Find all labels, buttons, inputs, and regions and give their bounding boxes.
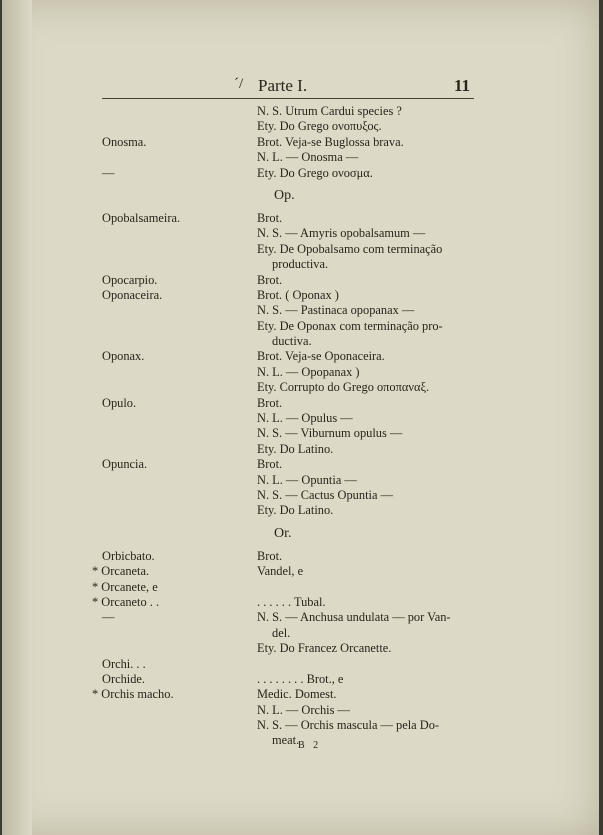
entry-term: Opobalsameira. — [102, 210, 181, 225]
entry-definition: N. L. — Opopanax ) — [257, 364, 360, 379]
entry-definition: Vandel, e — [257, 564, 304, 579]
entry-definition: del. — [272, 625, 291, 640]
entry-row — [2, 166, 599, 181]
entry-row — [2, 380, 599, 395]
entry-term: Opulo. — [102, 395, 137, 410]
entry-row — [2, 411, 599, 426]
entry-definition: Brot. Veja-se Oponaceira. — [257, 349, 385, 364]
entry-row — [2, 473, 599, 488]
section-heading — [2, 519, 599, 549]
entry-definition: Brot. ( Oponax ) — [257, 287, 339, 302]
entry-row — [2, 426, 599, 441]
entry-row — [2, 135, 599, 150]
entry-term: — — [102, 165, 115, 180]
entry-definition: N. S. — Anchusa undulata — por Van- — [257, 610, 451, 625]
entry-term: — — [102, 610, 115, 625]
entry-row — [2, 718, 599, 733]
entry-row — [2, 488, 599, 503]
entry-definition: N. L. — Opulus — — [257, 411, 353, 426]
entry-row — [2, 687, 599, 702]
dictionary-entries — [2, 104, 599, 749]
entry-row — [2, 442, 599, 457]
entry-term: * Orcaneta. — [92, 564, 150, 579]
entry-definition: Brot. — [257, 210, 283, 225]
entry-definition: N. S. — Viburnum opulus — — [257, 426, 403, 441]
entry-term: * Orcaneto . . — [92, 594, 160, 609]
entry-definition: Ety. Do Francez Orcanette. — [257, 641, 392, 656]
entry-row — [2, 365, 599, 380]
entry-row — [2, 703, 599, 718]
entry-term: Oponax. — [102, 349, 145, 364]
entry-definition: Brot. — [257, 457, 283, 472]
entry-row — [2, 242, 599, 257]
entry-definition: Brot. — [257, 272, 283, 287]
entry-definition: meat. — [272, 733, 300, 748]
entry-definition: Brot. — [257, 548, 283, 563]
entry-definition: . . . . . . . . Brot., e — [257, 671, 344, 686]
entry-term: Orbicbato. — [102, 548, 155, 563]
entry-row — [2, 672, 599, 687]
entry-definition: N. S. — Cactus Opuntia — — [257, 487, 393, 502]
page-title: Parte I. — [258, 76, 308, 95]
entry-row — [2, 104, 599, 119]
entry-row — [2, 226, 599, 241]
entry-definition: Medic. Domest. — [257, 687, 337, 702]
entry-row — [2, 119, 599, 134]
entry-row — [2, 396, 599, 411]
entry-row — [2, 273, 599, 288]
entry-row — [2, 657, 599, 672]
entry-term: Onosma. — [102, 134, 147, 149]
entry-definition: Ety. Corrupto do Grego οποπαναξ. — [257, 380, 430, 395]
header-rule — [102, 98, 474, 99]
entry-definition: Ety. De Opobalsamo com terminação — [257, 241, 443, 256]
entry-definition: N. L. — Opuntia — — [257, 472, 357, 487]
entry-row — [2, 319, 599, 334]
entry-definition: Brot. — [257, 395, 283, 410]
entry-row — [2, 641, 599, 656]
entry-definition: N. S. Utrum Cardui species ? — [257, 104, 402, 118]
entry-row — [2, 257, 599, 272]
entry-definition: N. L. — Onosma — — [257, 150, 359, 165]
entry-row — [2, 503, 599, 518]
entry-row — [2, 349, 599, 364]
entry-definition: ductiva. — [272, 334, 312, 349]
entry-definition: N. S. — Pastinaca opopanax — — [257, 303, 415, 318]
entry-row — [2, 564, 599, 579]
entry-definition: Ety. Do Grego ονοπυξος. — [257, 119, 382, 134]
entry-term: * Orchis macho. — [92, 687, 174, 702]
entry-definition: N. S. — Amyris opobalsamum — — [257, 226, 426, 241]
book-page — [2, 0, 599, 835]
entry-term: * Orcanete, e — [92, 579, 158, 594]
section-heading — [2, 181, 599, 211]
entry-definition: Ety. Do Latino. — [257, 503, 334, 518]
entry-definition: N. S. — Orchis mascula — pela Do- — [257, 718, 440, 733]
entry-row — [2, 288, 599, 303]
entry-definition: Brot. Veja-se Buglossa brava. — [257, 134, 404, 149]
entry-row — [2, 457, 599, 472]
entry-definition: productiva. — [272, 257, 329, 272]
page-header — [2, 76, 599, 98]
entry-term: Opuncia. — [102, 457, 148, 472]
header-mark: ´/ — [234, 76, 244, 92]
entry-term: Oponaceira. — [102, 287, 163, 302]
entry-row — [2, 303, 599, 318]
entry-definition: N. L. — Orchis — — [257, 702, 350, 717]
entry-row — [2, 626, 599, 641]
entry-row — [2, 211, 599, 226]
entry-term: Opocarpio. — [102, 272, 158, 287]
entry-definition: . . . . . . Tubal. — [257, 594, 326, 609]
page-number: 11 — [454, 76, 471, 95]
section-heading-text: Op. — [274, 187, 295, 203]
entry-definition: Ety. Do Latino. — [257, 441, 334, 456]
entry-row — [2, 549, 599, 564]
entry-row — [2, 150, 599, 165]
entry-row — [2, 580, 599, 595]
entry-definition: Ety. Do Grego ονοσμα. — [257, 165, 373, 180]
entry-definition: Ety. De Oponax com terminação pro- — [257, 318, 443, 333]
entry-term: Orchi. . . — [102, 656, 146, 671]
entry-row — [2, 334, 599, 349]
entry-term: Orchide. — [102, 671, 146, 686]
entry-row — [2, 610, 599, 625]
section-heading-text: Or. — [274, 525, 292, 541]
entry-row — [2, 595, 599, 610]
signature-mark: B 2 — [298, 740, 322, 751]
